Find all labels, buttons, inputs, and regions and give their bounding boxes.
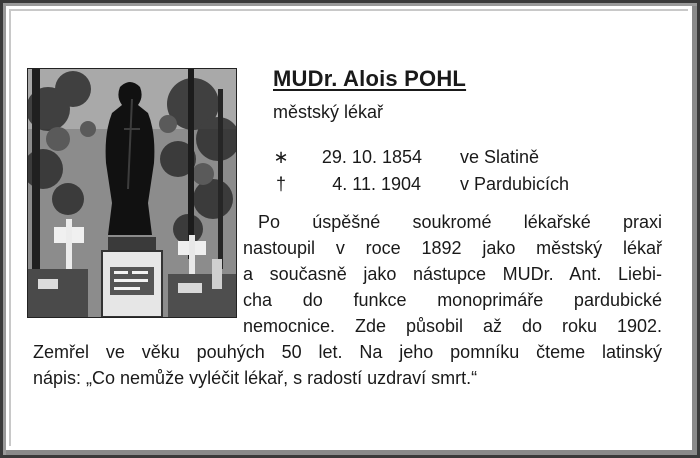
death-place: v Pardubicích: [460, 174, 570, 194]
paragraph-line: Po úspěšné soukromé lékařské praxi: [258, 212, 662, 232]
page-subtitle: městský lékař: [273, 102, 384, 122]
page-title: MUDr. Alois POHL: [273, 66, 467, 91]
birth-place: ve Slatině: [460, 147, 540, 167]
paragraph-line: nastoupil v roce 1892 jako městský lékař: [243, 238, 662, 258]
birth-symbol: ∗: [273, 147, 289, 167]
paragraph-line: nápis: „Co nemůže vyléčit lékař, s radostí uzdraví smrt.“: [33, 368, 478, 388]
death-symbol: †: [275, 174, 286, 194]
paragraph-line: cha do funkce monoprimáře pardubické: [243, 290, 662, 310]
birth-date: 29. 10. 1854: [321, 147, 422, 167]
paragraph-line: Zemřel ve věku pouhých 50 let. Na jeho pomníku čteme latinský: [33, 342, 662, 362]
paragraph-line: nemocnice. Zde působil až do roku 1902.: [243, 316, 662, 336]
paragraph-line: a současně jako nástupce MUDr. Ant. Liebi-: [243, 264, 662, 284]
death-date: 4. 11. 1904: [332, 174, 421, 194]
gravestone-photo: [27, 68, 237, 318]
